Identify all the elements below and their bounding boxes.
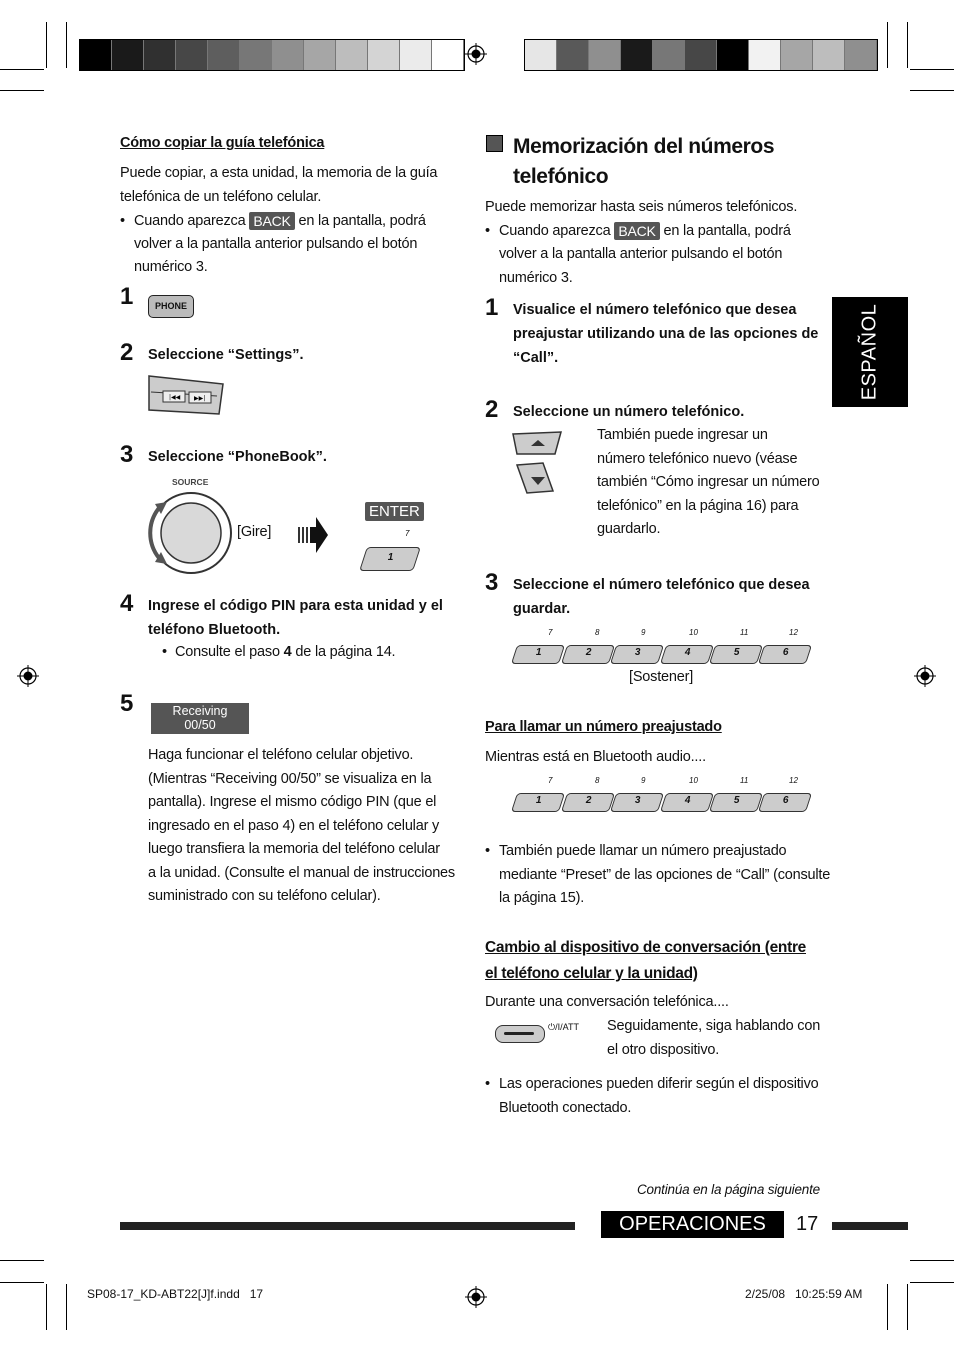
bullet-line: Las operaciones pueden diferir según el dispositivo	[499, 1076, 819, 1092]
bullet-dot: •	[162, 644, 167, 660]
right-bullet-text-b: en la pantalla, podrá	[663, 223, 791, 239]
color-swatch	[432, 40, 464, 70]
color-swatch	[813, 40, 845, 70]
preset-button-6[interactable]	[758, 645, 812, 664]
bullet-dot: •	[120, 213, 125, 229]
preset-button-1[interactable]	[511, 793, 565, 812]
step4-bullet-c: de la página 14.	[295, 644, 396, 660]
color-swatch	[336, 40, 368, 70]
registration-mark-icon	[17, 665, 39, 687]
receiving-display	[151, 703, 249, 734]
color-swatch	[304, 40, 336, 70]
att-button[interactable]	[495, 1025, 545, 1043]
preset-button-4[interactable]	[660, 793, 714, 812]
step4-line2: teléfono Bluetooth.	[148, 622, 281, 638]
color-swatch	[845, 40, 877, 70]
display-line2: 00/50	[184, 718, 216, 732]
sub1-bullet	[499, 840, 830, 911]
preset-small-label: 8	[595, 776, 600, 785]
color-swatch	[653, 40, 685, 70]
crop-mark	[910, 1260, 954, 1261]
preset-button-5[interactable]	[709, 645, 763, 664]
att-button-bar	[504, 1032, 534, 1035]
preset-small-label: 12	[789, 628, 798, 637]
preset-button-label: 1	[387, 552, 394, 563]
crop-mark	[0, 90, 44, 91]
color-swatch	[208, 40, 240, 70]
desc-line: telefónico” en la página 16) para	[597, 497, 799, 514]
preset-small-label: 11	[740, 776, 749, 785]
preset-button-label: 1	[535, 795, 542, 806]
step-number: 3	[120, 441, 134, 468]
right-bullet-text-a: Cuando aparezca	[499, 223, 611, 239]
color-swatch	[781, 40, 813, 70]
svg-text:▶▶|: ▶▶|	[194, 395, 206, 402]
right-bullet-line3: numérico 3.	[499, 270, 573, 286]
paragraph-line: (Mientras “Receiving 00/50” se visualiza en la	[148, 770, 432, 787]
paragraph-line: a la unidad. (Consulte el manual de instrucciones	[148, 864, 455, 881]
step-line: preajustar utilizando una de las opciones de	[513, 326, 819, 342]
preset-small-label: 9	[641, 628, 646, 637]
step-number: 2	[485, 396, 499, 423]
step-line: Visualice el número telefónico que desea	[513, 302, 797, 318]
step2-text: Seleccione “Settings”.	[148, 347, 304, 363]
sub1-intro: Mientras está en Bluetooth audio....	[485, 749, 706, 765]
back-badge: BACK	[614, 222, 659, 240]
registration-mark-icon	[465, 43, 487, 65]
phone-button[interactable]: PHONE	[148, 295, 194, 318]
preset-button-2[interactable]	[561, 645, 615, 664]
right-intro: Puede memorizar hasta seis números telefónicos.	[485, 199, 798, 215]
step3-text: Seleccione “PhoneBook”.	[148, 449, 327, 465]
left-bullet-text-b: en la pantalla, podrá	[298, 213, 426, 229]
crop-mark	[910, 1282, 954, 1283]
sub2-heading	[485, 935, 806, 987]
left-bullet-line1	[134, 210, 426, 234]
left-heading: Cómo copiar la guía telefónica	[120, 135, 325, 151]
preset-button-label: 5	[733, 795, 740, 806]
bullet-dot: •	[485, 843, 490, 859]
step-number: 1	[485, 294, 499, 321]
sub2-heading-line2: el teléfono celular y la unidad)	[485, 965, 698, 982]
right-bullet-line1	[499, 220, 791, 244]
display-line1: Receiving	[172, 704, 228, 718]
color-swatch	[144, 40, 176, 70]
bullet-line: mediante “Preset” de las opciones de “Call” (consulte	[499, 866, 831, 883]
desc-line: número telefónico nuevo (véase	[597, 450, 798, 467]
color-swatch	[557, 40, 589, 70]
bullet-line: También puede llamar un número preajustado	[499, 843, 787, 859]
color-calibration-bar-right	[524, 39, 878, 71]
section-label: OPERACIONES	[601, 1211, 784, 1238]
crop-mark	[0, 1260, 44, 1261]
section-square-icon	[486, 135, 503, 152]
crop-mark	[66, 1284, 67, 1330]
registration-mark-icon	[914, 665, 936, 687]
right-bullet-line2: volver a la pantalla anterior pulsando el botón	[499, 246, 783, 262]
desc-line: Seguidamente, siga hablando con	[607, 1018, 821, 1034]
step-number: 2	[120, 339, 134, 366]
continues-note: Continúa en la página siguiente	[637, 1182, 820, 1197]
color-swatch	[112, 40, 144, 70]
footer-rule-right	[832, 1222, 908, 1230]
preset-button-3[interactable]	[610, 793, 664, 812]
preset-button-label: 1	[535, 647, 542, 658]
crop-mark	[907, 22, 908, 68]
step5-paragraph	[148, 744, 455, 909]
crop-mark	[66, 22, 67, 68]
crop-mark	[46, 22, 47, 68]
bullet-dot: •	[485, 223, 490, 239]
preset-small-label: 10	[689, 776, 698, 785]
paragraph-line: pantalla). Ingrese el mismo código PIN (que el	[148, 794, 437, 810]
preset-button-label: 4	[684, 647, 691, 658]
crop-mark	[0, 69, 44, 70]
bullet-line: la página 15).	[499, 890, 585, 906]
section-title-line1: Memorización del números	[513, 135, 775, 158]
registration-mark-icon	[465, 1286, 487, 1308]
color-swatch	[685, 40, 717, 70]
preset-button-label: 3	[634, 647, 641, 658]
sub1-heading: Para llamar un número preajustado	[485, 719, 722, 735]
color-swatch	[80, 40, 112, 70]
step-number: 3	[485, 569, 499, 596]
crop-mark	[887, 22, 888, 68]
paragraph-line: ingresado en el paso 4) en el teléfono celular y	[148, 817, 440, 834]
sub2-intro: Durante una conversación telefónica....	[485, 994, 729, 1010]
color-swatch	[272, 40, 304, 70]
crop-mark	[0, 1282, 44, 1283]
desc-line: También puede ingresar un	[597, 427, 768, 443]
paragraph-line: Haga funcionar el teléfono celular objetivo.	[148, 747, 414, 763]
step4-line1: Ingrese el código PIN para esta unidad y el	[148, 598, 443, 614]
step4-bullet	[175, 641, 395, 665]
sub2-heading-line1: Cambio al dispositivo de conversación (entre	[485, 939, 806, 956]
step-number: 5	[120, 690, 134, 717]
preset-small-label: 10	[689, 628, 698, 637]
color-swatch	[525, 40, 557, 70]
right-step2-desc	[597, 424, 820, 542]
att-label: ⏻/I/ATT	[548, 1022, 579, 1032]
step-line: guardar.	[513, 601, 571, 617]
gire-label: [Gire]	[237, 524, 272, 540]
preset-button-4[interactable]	[660, 645, 714, 664]
footer-rule-left	[120, 1222, 575, 1230]
preset-button-label: 6	[782, 795, 789, 806]
crop-mark	[46, 1284, 47, 1330]
preset-button-6[interactable]	[758, 793, 812, 812]
color-swatch	[400, 40, 432, 70]
desc-line: guardarlo.	[597, 521, 661, 537]
left-bullet-line3: numérico 3.	[134, 259, 208, 275]
date-info: 2/25/08 10:25:59 AM	[745, 1287, 863, 1301]
skip-buttons-icon[interactable]	[147, 374, 225, 416]
svg-text:|◀◀: |◀◀	[169, 394, 181, 401]
paragraph-line: suministrado con su teléfono celular).	[148, 888, 381, 904]
color-swatch	[621, 40, 653, 70]
preset-button-label: 4	[684, 795, 691, 806]
step4-bullet-b: 4	[283, 644, 292, 660]
paragraph-line: luego transfiera la memoria del teléfono celular	[148, 841, 440, 857]
preset-button-1[interactable]	[359, 547, 421, 571]
color-swatch	[176, 40, 208, 70]
crop-mark	[910, 90, 954, 91]
preset-button-1[interactable]	[511, 645, 565, 664]
desc-line: también “Cómo ingresar un número	[597, 474, 820, 490]
left-intro-line2: telefónica de un teléfono celular.	[120, 189, 322, 205]
step-line: Seleccione el número telefónico que desea	[513, 577, 810, 593]
preset-small-label: 8	[595, 628, 600, 637]
preset-button-label: 2	[585, 795, 592, 806]
right-step1-text	[513, 298, 818, 370]
up-button-icon[interactable]	[511, 430, 565, 458]
step-number: 4	[120, 590, 134, 617]
color-calibration-bar-left	[79, 39, 465, 71]
color-swatch	[717, 40, 749, 70]
preset-button-label: 5	[733, 647, 740, 658]
preset-button-5[interactable]	[709, 793, 763, 812]
section-title-line2: telefónico	[513, 165, 609, 188]
crop-mark	[887, 1284, 888, 1330]
bullet-dot: •	[485, 1076, 490, 1092]
sub2-bullet	[499, 1073, 818, 1120]
preset-button-label: 2	[585, 647, 592, 658]
color-swatch	[240, 40, 272, 70]
desc-line: el otro dispositivo.	[607, 1041, 720, 1058]
preset-button-label: 3	[634, 795, 641, 806]
left-bullet-text-a: Cuando aparezca	[134, 213, 246, 229]
down-button-icon[interactable]	[513, 461, 557, 495]
crop-mark	[910, 69, 954, 70]
volume-knob-icon[interactable]	[143, 488, 243, 578]
right-step3-text	[513, 573, 810, 621]
source-label: SOURCE	[172, 477, 209, 487]
enter-badge: ENTER	[365, 502, 424, 521]
sub2-desc	[607, 1015, 820, 1062]
button-small-label: 7	[405, 529, 410, 538]
step-line: “Call”.	[513, 350, 559, 366]
step-number: 1	[120, 283, 134, 310]
section-title	[513, 132, 774, 192]
preset-button-3[interactable]	[610, 645, 664, 664]
language-tab-label: ESPAÑOL	[858, 303, 881, 401]
right-step2-text: Seleccione un número telefónico.	[513, 404, 745, 420]
preset-small-label: 9	[641, 776, 646, 785]
bullet-line: Bluetooth conectado.	[499, 1099, 632, 1116]
sostener-label: [Sostener]	[629, 669, 694, 685]
preset-small-label: 7	[548, 628, 553, 637]
color-swatch	[589, 40, 621, 70]
color-swatch	[368, 40, 400, 70]
page-number: 17	[796, 1213, 819, 1235]
step4-bullet-a: Consulte el paso	[175, 644, 280, 660]
crop-mark	[907, 1284, 908, 1330]
file-info: SP08-17_KD-ABT22[J]f.indd 17	[87, 1287, 264, 1301]
preset-small-label: 11	[740, 628, 749, 637]
preset-small-label: 12	[789, 776, 798, 785]
preset-button-label: 6	[782, 647, 789, 658]
preset-button-2[interactable]	[561, 793, 615, 812]
preset-small-label: 7	[548, 776, 553, 785]
left-intro-line1: Puede copiar, a esta unidad, la memoria de la guía	[120, 165, 438, 181]
arrow-right-icon	[296, 515, 330, 555]
color-swatch	[749, 40, 781, 70]
left-bullet-line2: volver a la pantalla anterior pulsando el botón	[134, 236, 418, 252]
back-badge: BACK	[249, 212, 294, 230]
language-tab	[832, 297, 908, 407]
